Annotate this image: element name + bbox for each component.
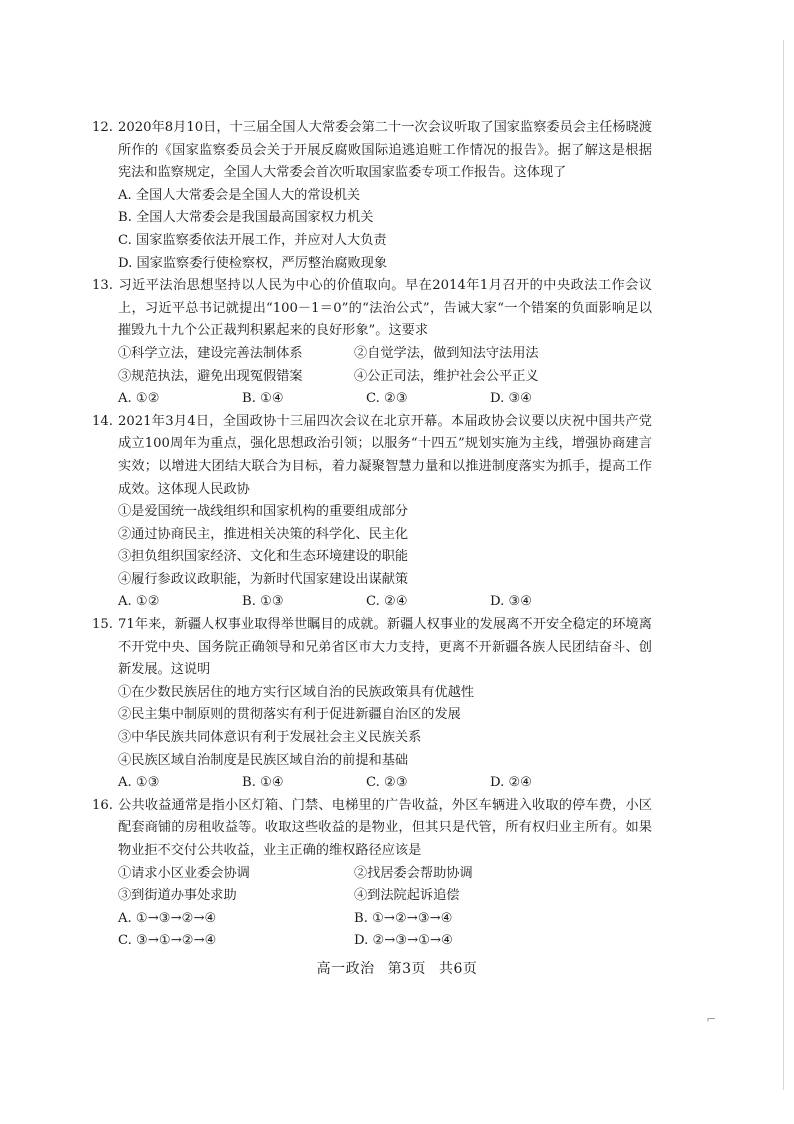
statement-2: ②通过协商民主，推进相关决策的科学化、民主化	[118, 526, 409, 542]
choice-b: B. ①④	[242, 391, 284, 407]
choices-row	[92, 388, 652, 411]
option-a: A. 全国人大常委会是全国人大的常设机关	[118, 187, 361, 203]
question-stem: 2021年3月4日，全国政协十三届四次会议在北京开幕。本届政协会议要以庆祝中国共产党成立100周年为重点，强化思想政治引领；以服务“十四五”规划实施为主线，增强协商建言实效；以增进大团结大联合为目标，着力凝聚智慧力量和以推进制度落实为抓手，提高工作成效。这体现人民政协	[118, 413, 652, 497]
page-footer	[0, 958, 794, 978]
option-d: D. 国家监察委行使检察权，严厉整治腐败现象	[118, 255, 388, 271]
statement-1: ①在少数民族居住的地方实行区域自治的民族政策具有优越性	[118, 684, 475, 700]
statement-2: ②民主集中制原则的贯彻落实有利于促进新疆自治区的发展	[118, 707, 461, 723]
choice-d: D. ②→③→①→④	[354, 933, 453, 949]
footer-total-pages: 共6页	[438, 961, 478, 977]
choice-a: A. ①③	[118, 775, 160, 791]
statement-1: ①请求小区业委会协调	[118, 865, 250, 881]
statement-4: ④履行参政议政职能，为新时代国家建设出谋献策	[118, 571, 409, 587]
question-stem: 2020年8月10日，十三届全国人大常委会第二十一次会议听取了国家监察委员会主任杨晓渡所作的《国家监察委员会关于开展反腐败国际追逃追赃工作情况的报告》。据了解这是根据宪法和监察规定，全国人大常委会首次听取国家监委专项工作报告。这体现了	[118, 120, 652, 181]
choice-d: D. ②④	[490, 775, 533, 791]
choice-d: D. ③④	[490, 594, 533, 610]
statement-row	[92, 885, 652, 908]
statement-row	[92, 863, 652, 886]
scan-corner-mark-icon: ⌐	[706, 1012, 717, 1026]
statement-4: ④民族区域自治制度是民族区域自治的前提和基础	[118, 752, 409, 768]
statement-row	[92, 343, 652, 366]
choices-row	[92, 930, 652, 953]
question-13	[92, 275, 652, 411]
statement-2: ②找居委会帮助协调	[354, 865, 473, 881]
question-stem: 71年来，新疆人权事业取得举世瞩目的成就。新疆人权事业的发展离不开安全稳定的环境离不开党中央、国务院正确领导和兄弟省区市大力支持，更离不开新疆各族人民团结奋斗、创新发展。这说明	[118, 617, 652, 678]
question-14	[92, 411, 652, 614]
question-15	[92, 614, 652, 795]
choice-c: C. ②③	[366, 775, 408, 791]
choice-b: B. ①→②→③→④	[354, 910, 453, 926]
statement-3: ③担负组织国家经济、文化和生态环境建设的职能	[118, 549, 409, 565]
footer-subject: 高一政治	[316, 961, 375, 977]
statement-3: ③中华民族共同体意识有利于发展社会主义民族关系	[118, 730, 422, 746]
choices-row	[92, 591, 652, 614]
choice-c: C. ③→①→②→④	[118, 933, 217, 949]
choice-b: B. ①④	[242, 775, 284, 791]
statement-1: ①是爱国统一战线组织和国家机构的重要组成部分	[118, 504, 409, 520]
statement-3: ③到街道办事处求助	[118, 888, 237, 904]
choice-a: A. ①②	[118, 391, 160, 407]
scan-edge-line	[783, 40, 784, 1090]
choice-a: A. ①→③→②→④	[118, 910, 217, 926]
choice-c: C. ②③	[366, 391, 408, 407]
option-c: C. 国家监察委依法开展工作，并应对人大负责	[118, 232, 387, 248]
statement-3: ③规范执法，避免出现冤假错案	[118, 368, 303, 384]
choices-row	[92, 908, 652, 931]
question-stem: 习近平法治思想坚持以人民为中心的价值取向。早在2014年1月召开的中央政法工作会议上，习近平总书记就提出“100－1＝0”的“法治公式”，告诫大家“一个错案的负面影响足以摧毁九十九个公正裁判积累起来的良好形象”。这要求	[118, 278, 652, 339]
question-12	[92, 117, 652, 275]
questions-block	[92, 117, 652, 953]
question-number: 13.	[92, 278, 113, 294]
statement-4: ④公正司法，维护社会公平正义	[354, 368, 539, 384]
question-number: 12.	[92, 120, 113, 135]
choice-d: D. ③④	[490, 391, 533, 407]
choice-b: B. ①③	[242, 594, 284, 610]
question-number: 15.	[92, 617, 113, 633]
footer-page-number: 第3页	[387, 961, 426, 977]
question-stem: 公共收益通常是指小区灯箱、门禁、电梯里的广告收益，外区车辆进入收取的停车费，小区配套商铺的房租收益等。收取这些收益的是物业，但其只是代管，所有权归业主所有。如果物业拒不交付公共收益，业主正确的维权路径应该是	[118, 797, 652, 858]
option-b: B. 全国人大常委会是我国最高国家权力机关	[118, 210, 374, 226]
statement-1: ①科学立法，建设完善法制体系	[118, 345, 303, 361]
choice-a: A. ①②	[118, 594, 160, 610]
question-number: 14.	[92, 413, 113, 429]
statement-2: ②自觉学法，做到知法守法用法	[354, 345, 539, 361]
question-16	[92, 795, 652, 953]
question-number: 16.	[92, 797, 113, 813]
statement-4: ④到法院起诉追偿	[354, 888, 460, 904]
statement-row	[92, 366, 652, 389]
choices-row	[92, 772, 652, 795]
choice-c: C. ②④	[366, 594, 408, 610]
